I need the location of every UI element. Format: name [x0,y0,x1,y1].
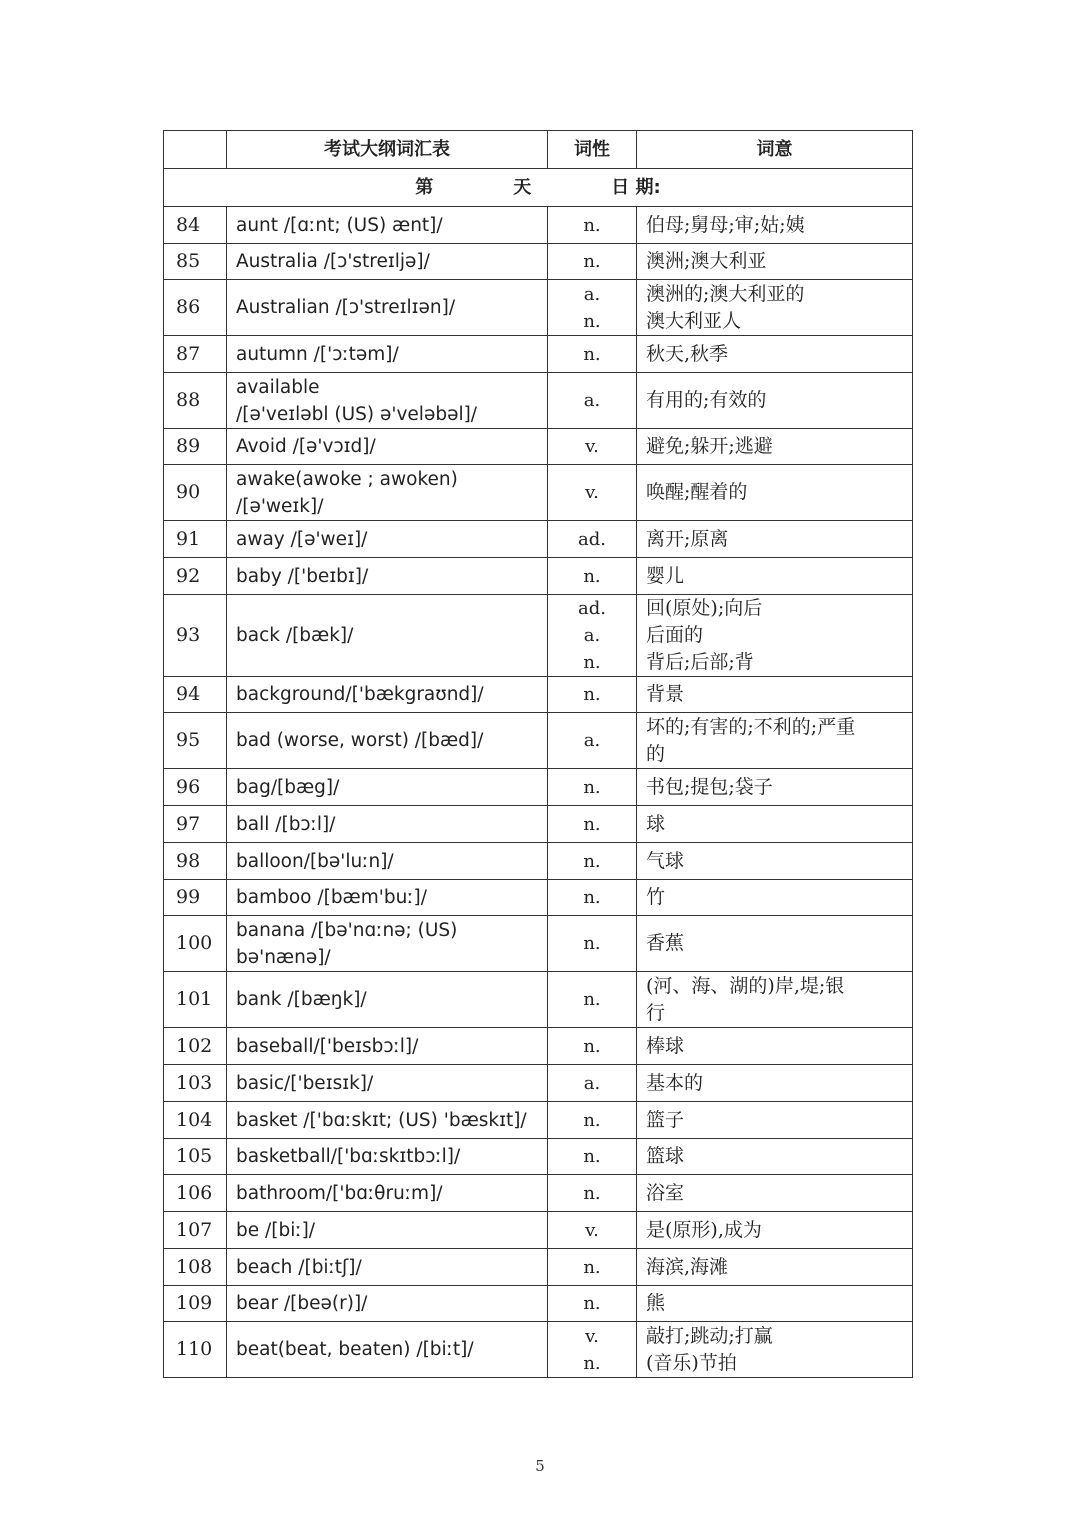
vocab-row [164,336,913,373]
entry-word-line: bə'nænə]/ [236,946,331,968]
entry-word-line: balloon/[bə'luːn]/ [236,850,394,872]
entry-meaning [637,521,913,558]
entry-meaning-line: 篮球 [646,1145,685,1167]
entry-word-line: be /[biː]/ [236,1219,316,1241]
entry-number: 98 [164,843,227,880]
vocab-row [164,244,913,280]
vocab-row [164,880,913,916]
entry-meaning [637,806,913,843]
entry-part-of-speech [548,1212,637,1249]
entry-meaning-line: 香蕉 [646,932,685,954]
entry-part-of-speech-line: a. [583,730,601,751]
entry-word-line: autumn /['ɔːtəm]/ [236,343,399,365]
entry-meaning-line: 棒球 [646,1034,685,1057]
entry-word [227,1322,548,1378]
entry-part-of-speech-line: v. [585,482,599,503]
entry-part-of-speech [548,880,637,916]
entry-part-of-speech-line: n. [583,1352,601,1374]
entry-part-of-speech-line: n. [583,1256,601,1278]
entry-meaning [637,916,913,972]
entry-part-of-speech [548,336,637,373]
vocab-row [164,558,913,595]
entry-part-of-speech [548,244,637,280]
entry-meaning-line: 篮子 [646,1108,685,1131]
entry-meaning [637,972,913,1028]
entry-word [227,916,548,972]
vocab-row [164,806,913,843]
entry-part-of-speech-line: v. [585,436,599,457]
entry-word [227,521,548,558]
entry-word-line: available [236,376,320,398]
entry-part-of-speech-line: n. [583,214,601,236]
entry-meaning-line: 回(原处);向后 [646,597,763,619]
entry-part-of-speech-line: n. [583,652,601,673]
entry-meaning-line: (河、海、湖的)岸,堤;银 [646,974,845,997]
entry-number: 91 [164,521,227,558]
entry-number: 96 [164,769,227,806]
entry-number: 88 [164,373,227,429]
day-label-tian: 天 [513,177,532,198]
entry-word [227,244,548,280]
vocab-row [164,916,913,972]
entry-word [227,465,548,521]
entry-word [227,429,548,465]
day-label-di: 第 [415,177,434,198]
entry-meaning [637,558,913,595]
entry-part-of-speech-line: n. [583,684,601,705]
entry-part-of-speech-line: n. [583,343,601,365]
entry-part-of-speech-line: n. [583,813,601,835]
entry-meaning-line: 避免;躲开;逃避 [646,435,773,457]
entry-meaning [637,1175,913,1212]
entry-part-of-speech [548,558,637,595]
entry-meaning [637,1028,913,1065]
entry-meaning [637,1286,913,1322]
entry-meaning-line: 婴儿 [646,564,685,587]
entry-number: 109 [164,1286,227,1322]
entry-part-of-speech [548,595,637,677]
vocab-row [164,429,913,465]
entry-meaning-line: 是(原形),成为 [646,1218,762,1241]
entry-meaning [637,769,913,806]
entry-word [227,972,548,1028]
entry-number: 86 [164,280,227,336]
entry-part-of-speech [548,521,637,558]
entry-word-line: baseball/['beɪsbɔːl]/ [236,1035,419,1057]
entry-number: 95 [164,713,227,769]
entry-word-line: Avoid /[ə'vɔɪd]/ [236,436,376,457]
entry-part-of-speech-line: n. [583,850,601,872]
entry-word [227,1175,548,1212]
entry-meaning-line: 基本的 [646,1071,704,1094]
entry-number: 89 [164,429,227,465]
entry-number: 103 [164,1065,227,1102]
entry-number: 107 [164,1212,227,1249]
entry-number: 110 [164,1322,227,1378]
entry-number: 101 [164,972,227,1028]
entry-part-of-speech-line: ad. [578,598,606,619]
entry-word [227,336,548,373]
entry-meaning [637,843,913,880]
entry-word-line: /[ə'weɪk]/ [236,495,324,517]
entry-meaning-line: 敲打;跳动;打赢 [646,1324,773,1347]
entry-part-of-speech [548,280,637,336]
vocab-row [164,1139,913,1175]
entry-word [227,677,548,713]
vocab-row [164,1065,913,1102]
entry-word [227,1249,548,1286]
day-date-cell [164,169,913,207]
entry-word-line: bear /[beə(r)]/ [236,1293,368,1314]
vocab-row [164,1322,913,1378]
vocab-row [164,207,913,244]
entry-part-of-speech-line: n. [583,887,601,908]
entry-word-line: /[ə'veɪləbl (US) ə'veləbəl]/ [236,403,478,425]
entry-number: 108 [164,1249,227,1286]
entry-word [227,1212,548,1249]
entry-part-of-speech [548,1102,637,1139]
entry-meaning-line: 澳洲;澳大利亚 [646,250,767,272]
entry-word-line: awake(awoke ; awoken) [236,468,458,490]
entry-meaning-line: 球 [646,812,666,835]
day-date-row [164,169,913,207]
entry-meaning [637,1322,913,1378]
entry-word-line: baby /['beɪbɪ]/ [236,565,369,587]
vocab-row [164,713,913,769]
entry-number: 87 [164,336,227,373]
entry-part-of-speech [548,1028,637,1065]
entry-meaning [637,336,913,373]
vocab-row [164,769,913,806]
entry-meaning-line: 背后;后部;背 [646,651,754,673]
entry-number: 106 [164,1175,227,1212]
entry-part-of-speech-line: n. [583,989,601,1010]
entry-part-of-speech [548,713,637,769]
entry-word-line: ball /[bɔːl]/ [236,813,336,835]
entry-number: 100 [164,916,227,972]
table-header-row [164,131,913,169]
vocab-row [164,465,913,521]
entry-number: 90 [164,465,227,521]
entry-word [227,373,548,429]
entry-word-line: basket /['bɑːskɪt; (US) 'bæskɪt]/ [236,1109,527,1131]
entry-part-of-speech [548,769,637,806]
vocab-row [164,1286,913,1322]
entry-meaning-line: 海滨,海滩 [646,1255,729,1278]
entry-part-of-speech-line: a. [583,625,601,646]
entry-word [227,806,548,843]
header-vocabulary-cell: 考试大纲词汇表 [227,131,548,169]
entry-meaning-line: 有用的;有效的 [646,389,767,411]
entry-word-line: away /[ə'weɪ]/ [236,528,368,550]
entry-meaning [637,465,913,521]
entry-word-line: bamboo /[bæm'buː]/ [236,887,427,908]
date-label: 日 期: [611,177,661,198]
entry-word-line: bank /[bæŋk]/ [236,989,367,1010]
entry-meaning-line: (音乐)节拍 [646,1351,737,1374]
entry-part-of-speech [548,207,637,244]
entry-word-line: banana /[bə'nɑːnə; (US) [236,919,458,941]
entry-part-of-speech-line: a. [583,283,601,305]
entry-word-line: bathroom/['bɑːθruːm]/ [236,1182,443,1204]
entry-number: 99 [164,880,227,916]
entry-meaning-line: 澳大利亚人 [646,309,742,332]
entry-meaning-line: 秋天,秋季 [646,342,729,365]
vocab-row [164,677,913,713]
entry-part-of-speech [548,1322,637,1378]
entry-word-line: Australia /[ɔ'streɪljə]/ [236,251,430,272]
entry-word-line: basketball/['bɑːskɪtbɔːl]/ [236,1146,461,1167]
entry-part-of-speech-line: n. [583,310,601,332]
entry-part-of-speech [548,429,637,465]
entry-meaning-line: 竹 [646,886,666,908]
entry-part-of-speech [548,972,637,1028]
entry-word [227,280,548,336]
entry-part-of-speech-line: n. [583,933,601,954]
entry-word [227,713,548,769]
entry-word [227,595,548,677]
entry-part-of-speech-line: n. [583,1293,601,1314]
entry-part-of-speech-line: a. [583,390,601,411]
vocab-row [164,843,913,880]
entry-number: 85 [164,244,227,280]
entry-word-line: background/['bækgraʊnd]/ [236,684,484,705]
entry-part-of-speech [548,1065,637,1102]
entry-meaning [637,1249,913,1286]
entry-word-line: aunt /[ɑːnt; (US) ænt]/ [236,214,443,236]
entry-part-of-speech [548,677,637,713]
entry-word [227,1065,548,1102]
entry-meaning [637,595,913,677]
entry-meaning-line: 伯母;舅母;审;姑;姨 [646,213,805,236]
vocab-row [164,1028,913,1065]
entry-word-line: back /[bæk]/ [236,625,354,646]
vocab-row [164,280,913,336]
entry-part-of-speech [548,373,637,429]
vocab-row [164,1212,913,1249]
vocab-row [164,1175,913,1212]
entry-meaning [637,244,913,280]
page-number: 5 [535,1457,545,1475]
entry-part-of-speech-line: n. [583,776,601,798]
entry-meaning-line: 离开;原离 [646,527,729,550]
header-number-cell [164,131,227,169]
entry-word [227,1286,548,1322]
entry-meaning [637,1102,913,1139]
entry-meaning [637,280,913,336]
header-meaning-cell: 词意 [637,131,913,169]
entry-meaning [637,373,913,429]
entry-word [227,769,548,806]
entry-meaning-line: 坏的;有害的;不利的;严重 [646,715,856,738]
vocab-row [164,1102,913,1139]
entry-part-of-speech [548,465,637,521]
entry-meaning [637,429,913,465]
entry-meaning [637,1139,913,1175]
entry-word [227,1102,548,1139]
entry-part-of-speech [548,806,637,843]
entry-part-of-speech-line: n. [583,1035,601,1057]
entry-word-line: bad (worse, worst) /[bæd]/ [236,730,484,751]
entry-part-of-speech [548,1139,637,1175]
entry-meaning-line: 背景 [646,683,685,705]
entry-part-of-speech-line: ad. [578,528,606,550]
entry-part-of-speech [548,1286,637,1322]
entry-part-of-speech [548,843,637,880]
entry-meaning-line: 唤醒;醒着的 [646,481,748,503]
entry-word-line: Australian /[ɔ'streɪlɪən]/ [236,297,456,318]
vocab-row [164,521,913,558]
entry-part-of-speech [548,916,637,972]
entry-meaning-line: 澳洲的;澳大利亚的 [646,282,805,305]
vocabulary-table [163,130,913,1378]
entry-word [227,1028,548,1065]
entry-part-of-speech-line: n. [583,251,601,272]
entry-part-of-speech [548,1249,637,1286]
entry-meaning [637,1212,913,1249]
entry-meaning-line: 浴室 [646,1181,685,1204]
entry-meaning [637,1065,913,1102]
entry-meaning [637,677,913,713]
entry-meaning-line: 后面的 [646,624,704,646]
entry-meaning [637,713,913,769]
entry-part-of-speech-line: v. [585,1325,599,1347]
entry-word [227,207,548,244]
entry-meaning-line: 的 [646,742,666,765]
entry-meaning [637,880,913,916]
entry-part-of-speech-line: n. [583,565,601,587]
entry-word-line: bag/[bæg]/ [236,776,340,798]
vocab-row [164,595,913,677]
entry-meaning-line: 行 [646,1001,666,1024]
entry-word-line: beach /[biːtʃ]/ [236,1256,362,1278]
entry-word [227,843,548,880]
entry-word-line: basic/['beɪsɪk]/ [236,1072,374,1094]
vocab-row [164,972,913,1028]
entry-meaning [637,207,913,244]
vocab-row [164,1249,913,1286]
entry-part-of-speech-line: a. [583,1072,601,1094]
entry-meaning-line: 气球 [646,849,685,872]
entry-number: 102 [164,1028,227,1065]
entry-number: 104 [164,1102,227,1139]
entry-part-of-speech-line: v. [585,1219,599,1241]
entry-number: 105 [164,1139,227,1175]
entry-meaning-line: 熊 [646,1292,666,1314]
entry-number: 93 [164,595,227,677]
entry-number: 97 [164,806,227,843]
vocab-row [164,373,913,429]
entry-part-of-speech-line: n. [583,1109,601,1131]
entry-word [227,558,548,595]
entry-number: 92 [164,558,227,595]
entry-part-of-speech-line: n. [583,1146,601,1167]
entry-word-line: beat(beat, beaten) /[biːt]/ [236,1339,474,1360]
entry-word [227,1139,548,1175]
header-part-of-speech-cell: 词性 [548,131,637,169]
entry-part-of-speech [548,1175,637,1212]
entry-number: 84 [164,207,227,244]
entry-part-of-speech-line: n. [583,1182,601,1204]
entry-word [227,880,548,916]
entry-meaning-line: 书包;提包;袋子 [646,775,773,798]
entry-number: 94 [164,677,227,713]
